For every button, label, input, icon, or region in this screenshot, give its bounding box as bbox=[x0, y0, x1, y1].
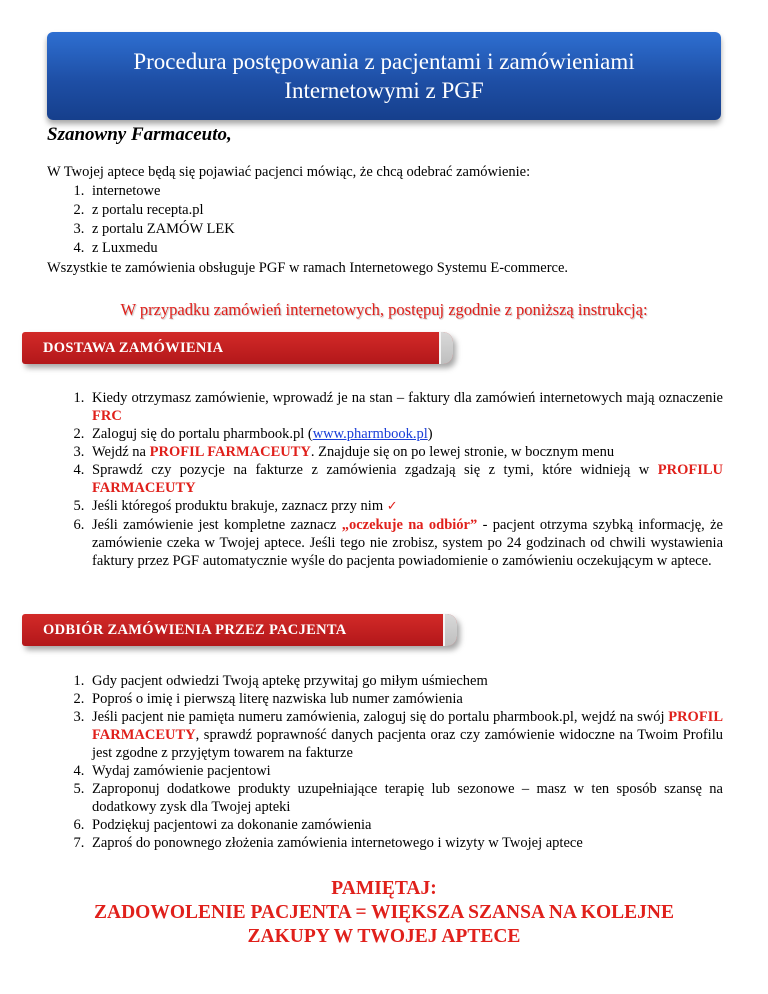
step-text: . Znajduje się on po lewej stronie, w bocznym menu bbox=[310, 444, 615, 460]
step-text: Jeśli pacjent nie pamięta numeru zamówienia, zaloguj się do portalu pharmbook.pl, wejdź na swój bbox=[92, 709, 669, 725]
list-item: 4. Wydaj zamówienie pacjentowi bbox=[88, 762, 723, 780]
step-text: Zaloguj się do portalu pharmbook.pl ( bbox=[92, 426, 313, 442]
instruction-heading: W przypadku zamówień internetowych, postępuj zgodnie z poniższą instrukcją: bbox=[120, 300, 648, 319]
step-text: - pacjent otrzyma szybką informację, że zamówienie czeka w Twojej aptece. Jeśli tego nie zrobisz, system po 24 godzinach od chwili wystawienia faktury przez PGF automatycznie wyśle do pacjenta powiadomienie o zamówieniu oczekującym w aptece. bbox=[92, 517, 723, 569]
list-item bbox=[88, 389, 723, 425]
remember-line: ZAKUPY W TWOJEJ APTECE bbox=[247, 926, 521, 947]
step-text: , sprawdź poprawność danych pacjenta oraz czy zamówienie widoczne na Twoim Profilu jest zgodne z przyjętym towarem na fakturze bbox=[92, 727, 723, 761]
remember-line: ZADOWOLENIE PACJENTA = WIĘKSZA SZANSA NA KOLEJNE bbox=[93, 902, 674, 923]
step-text: Wejdź na bbox=[92, 444, 150, 460]
list-item bbox=[88, 425, 723, 443]
list-item: 6. Podziękuj pacjentowi za dokonanie zamówienia bbox=[88, 816, 723, 834]
greeting: Szanowny Farmaceuto, bbox=[47, 124, 232, 145]
pharmbook-link[interactable]: www.pharmbook.pl bbox=[312, 426, 428, 442]
section-heading-delivery bbox=[22, 332, 453, 364]
list-item bbox=[88, 443, 723, 461]
intro-section bbox=[47, 163, 530, 258]
summary-text: Wszystkie te zamówienia obsługuje PGF w ramach Internetowego Systemu E-commerce. bbox=[47, 260, 569, 276]
delivery-steps bbox=[47, 389, 723, 570]
list-item: 4. z Luxmedu bbox=[88, 239, 530, 258]
list-item: 3. z portalu ZAMÓW LEK bbox=[88, 220, 530, 239]
title-line-2: Internetowymi z PGF bbox=[284, 78, 484, 103]
list-item: 5. Zaproponuj dodatkowe produkty uzupełniające terapię lub sezonowe – masz w ten sposób szansę na dodatkowy zysk dla Twojej apteki bbox=[88, 780, 723, 816]
list-item: 7. Zaproś do ponownego złożenia zamówienia internetowego i wizyty w Twojej aptece bbox=[88, 834, 723, 852]
profile-label: PROFIL FARMACEUTY bbox=[92, 709, 723, 743]
step-text: Kiedy otrzymasz zamówienie, wprowadź je na stan – faktury dla zamówień internetowych mają oznaczenie bbox=[92, 390, 723, 406]
list-item bbox=[88, 516, 723, 570]
step-text: Jeśli któregoś produktu brakuje, zaznacz przy nim bbox=[92, 498, 387, 514]
list-item: 1. internetowe bbox=[88, 182, 530, 201]
pickup-steps-list bbox=[47, 672, 723, 852]
remember-note bbox=[0, 877, 768, 949]
list-item: 2. Poproś o imię i pierwszą literę nazwiska lub numer zamówienia bbox=[88, 690, 723, 708]
profile-label: PROFILU FARMACEUTY bbox=[92, 462, 723, 496]
list-item: 1. Gdy pacjent odwiedzi Twoją aptekę przywitaj go miłym uśmiechem bbox=[88, 672, 723, 690]
title-banner bbox=[47, 32, 721, 120]
frc-label: FRC bbox=[92, 408, 122, 424]
list-item bbox=[88, 497, 723, 516]
section-heading-label: ODBIÓR ZAMÓWIENIA PRZEZ PACJENTA bbox=[43, 621, 347, 638]
delivery-steps-list bbox=[47, 389, 723, 570]
pickup-steps bbox=[47, 672, 723, 852]
title-line-1: Procedura postępowania z pacjentami i zamówieniami bbox=[133, 49, 635, 74]
step-text: Sprawdź czy pozycje na fakturze z zamówienia zgadzają się z tymi, które widnieją w bbox=[92, 462, 658, 478]
step-text: ) bbox=[427, 426, 433, 442]
list-item bbox=[88, 708, 723, 762]
intro-text: W Twojej aptece będą się pojawiać pacjenci mówiąc, że chcą odebrać zamówienie: bbox=[47, 164, 531, 180]
section-heading-label: DOSTAWA ZAMÓWIENIA bbox=[43, 339, 224, 356]
list-item: 2. z portalu recepta.pl bbox=[88, 201, 530, 220]
remember-title: PAMIĘTAJ: bbox=[331, 878, 437, 899]
awaiting-pickup-label: „oczekuje na odbiór” bbox=[341, 517, 478, 533]
list-item bbox=[88, 461, 723, 497]
order-types-list bbox=[47, 182, 530, 258]
profile-label: PROFIL FARMACEUTY bbox=[149, 444, 311, 460]
section-heading-pickup bbox=[22, 614, 457, 646]
step-text: Jeśli zamówienie jest kompletne zaznacz bbox=[92, 517, 342, 533]
checkmark-icon: ✓ bbox=[386, 499, 398, 514]
